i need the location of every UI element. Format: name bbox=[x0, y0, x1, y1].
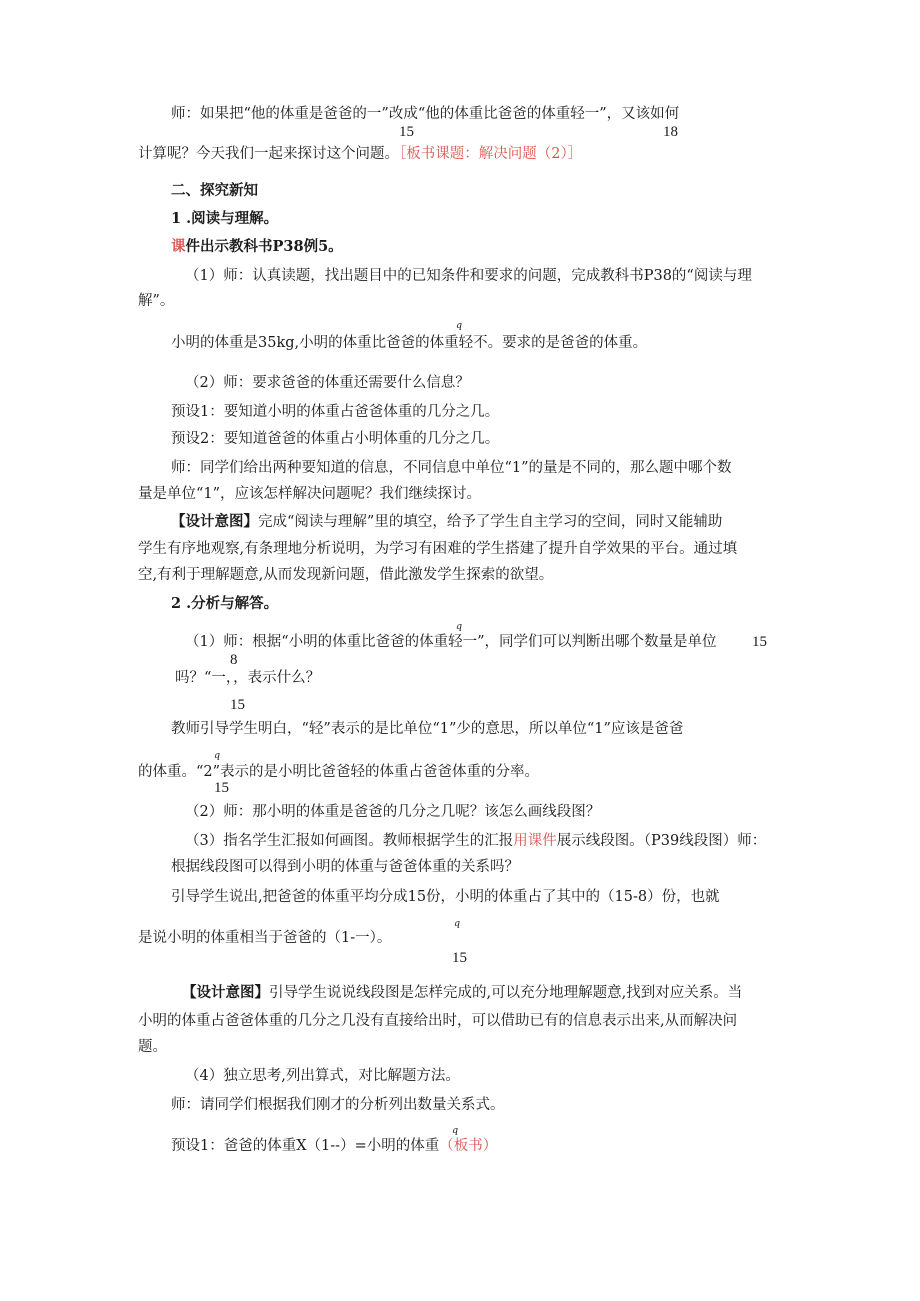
paragraph-line bbox=[171, 1136, 497, 1156]
paragraph-text: 完成“阅读与理解”里的填空，给予了学生自主学习的空间，同时又能辅助 bbox=[258, 514, 723, 530]
paragraph-line: 是说小明的体重相当于爸爸的（1-一）。 bbox=[138, 930, 392, 946]
highlight-text: 用课件 bbox=[513, 833, 557, 849]
fraction-denominator: 15 bbox=[452, 950, 467, 966]
paragraph-text: 件出示教科书P38例5。 bbox=[185, 238, 343, 255]
paragraph-text: 展示线段图。（P39线段图）师： bbox=[556, 833, 767, 849]
paragraph-line: 引导学生说出,把爸爸的体重平均分成15份，小明的体重占了其中的（15-8）份，也就 bbox=[171, 889, 720, 905]
superscript-mark: q bbox=[452, 1125, 459, 1136]
paragraph-line: 量是单位“1”，应该怎样解决问题呢？我们继续探讨。 bbox=[138, 486, 482, 502]
highlight-char: 课 bbox=[171, 238, 186, 255]
paragraph-line bbox=[185, 831, 766, 851]
paragraph-line: 小明的体重是35kg,小明的体重比爸爸的体重轻不。要求的是爸爸的体重。 bbox=[171, 335, 648, 351]
paragraph-line: 师：如果把“他的体重是爸爸的一”改成“他的体重比爸爸的体重轻一”，又该如何 bbox=[171, 106, 680, 122]
board-note: ［板书课题：解决问题（2）］ bbox=[399, 146, 583, 162]
paragraph-text: 计算呢？今天我们一起来探讨这个问题。 bbox=[138, 146, 399, 162]
subsection-heading: 1 .阅读与理解。 bbox=[171, 210, 279, 227]
paragraph-line: 空,有利于理解题意,从而发现新问题，借此激发学生探索的欲望。 bbox=[138, 567, 554, 583]
paragraph-text: （3）指名学生汇报如何画图。教师根据学生的汇报 bbox=[185, 833, 514, 849]
fraction-denominator: 15 bbox=[752, 634, 767, 650]
paragraph-line: 预设2：要知道爸爸的体重占小明体重的几分之几。 bbox=[171, 431, 500, 447]
superscript-mark: q bbox=[456, 621, 463, 632]
fraction-denominator: 15 bbox=[230, 697, 245, 713]
section-heading: 二、探究新知 bbox=[171, 182, 258, 199]
paragraph-line: （4）独立思考,列出算式，对比解题方法。 bbox=[185, 1068, 460, 1084]
fraction-numerator: 8 bbox=[230, 652, 238, 668]
paragraph-line bbox=[182, 983, 742, 1003]
paragraph-line: 吗？“一，，表示什么？ bbox=[175, 670, 321, 686]
superscript-mark: q bbox=[456, 320, 463, 331]
design-intent-label: 【设计意图】 bbox=[171, 513, 258, 530]
paragraph-line: 小明的体重占爸爸体重的几分之几没有直接给出时，可以借助已有的信息表示出来,从而解决问 bbox=[138, 1013, 738, 1029]
paragraph-line: 师：请同学们根据我们刚才的分析列出数量关系式。 bbox=[171, 1097, 505, 1113]
paragraph-line: 的体重。“2”表示的是小明比爸爸轻的体重占爸爸体重的分率。 bbox=[138, 764, 540, 780]
paragraph-line bbox=[171, 512, 722, 532]
paragraph-line: 学生有序地观察,有条理地分析说明，为学习有困难的学生搭建了提升自学效果的平台。通过填 bbox=[138, 541, 738, 557]
fraction-denominator: 15 bbox=[399, 124, 414, 140]
paragraph-text: 预设1：爸爸的体重X（1--）=小明的体重 bbox=[171, 1138, 440, 1154]
paragraph-text: 引导学生说说线段图是怎样完成的,可以充分地理解题意,找到对应关系。当 bbox=[269, 985, 743, 1001]
paragraph-line: 题。 bbox=[138, 1039, 167, 1055]
fraction-denominator: 15 bbox=[214, 780, 229, 796]
paragraph-line: （2）师：要求爸爸的体重还需要什么信息？ bbox=[185, 375, 470, 391]
paragraph-line: （1）师：根据“小明的体重比爸爸的体重轻一”，同学们可以判断出哪个数量是单位 bbox=[185, 634, 717, 650]
superscript-mark: q bbox=[214, 750, 221, 761]
paragraph-line: 预设1：要知道小明的体重占爸爸体重的几分之几。 bbox=[171, 404, 500, 420]
board-note: （板书） bbox=[439, 1138, 498, 1154]
subsection-heading: 2 .分析与解答。 bbox=[171, 595, 279, 612]
paragraph-line: 解”。 bbox=[138, 293, 175, 309]
paragraph-line bbox=[171, 237, 343, 257]
paragraph-line bbox=[138, 144, 582, 164]
paragraph-line: 教师引导学生明白，“轻”表示的是比单位“1”少的意思，所以单位“1”应该是爸爸 bbox=[171, 721, 684, 737]
paragraph-line: （1）师：认真读题，找出题目中的已知条件和要求的问题，完成教科书P38的“阅读与理 bbox=[185, 268, 752, 284]
fraction-denominator: 18 bbox=[663, 124, 678, 140]
paragraph-line: 师：同学们给出两种要知道的信息，不同信息中单位“1”的量是不同的，那么题中哪个数 bbox=[171, 460, 732, 476]
paragraph-line: （2）师：那小明的体重是爸爸的几分之几呢？该怎么画线段图？ bbox=[185, 804, 601, 820]
superscript-mark: q bbox=[454, 918, 461, 929]
paragraph-line: 根据线段图可以得到小明的体重与爸爸体重的关系吗？ bbox=[171, 859, 519, 875]
design-intent-label: 【设计意图】 bbox=[182, 984, 269, 1001]
